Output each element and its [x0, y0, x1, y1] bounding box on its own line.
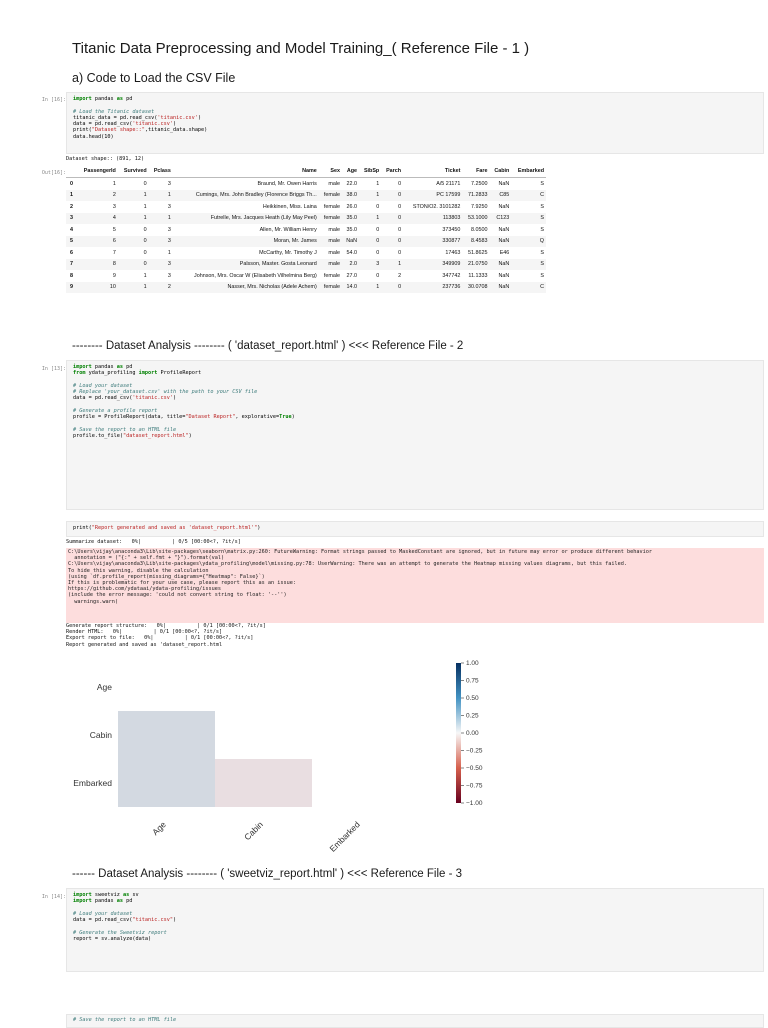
heatmap-svg — [60, 655, 483, 865]
table-cell: 1 — [143, 203, 147, 210]
code-token: import — [73, 892, 92, 898]
table-cell: 7.2500 — [470, 180, 488, 187]
table-cell: Johnson, Mrs. Oscar W (Elisabeth Vilhelmina Berg) — [194, 272, 317, 279]
table-cell: 71.2833 — [462, 190, 489, 202]
table-cell: 8 — [76, 259, 118, 271]
code-token: print( — [73, 127, 92, 134]
code-token: 'titanic.csv' — [157, 114, 198, 121]
table-cell: 0 — [381, 190, 403, 202]
code-cell-14[interactable] — [66, 888, 764, 972]
table-row — [66, 247, 546, 259]
code-token: print( — [73, 525, 92, 531]
column-header: Ticket — [403, 165, 462, 178]
table-cell: 2 — [149, 282, 173, 294]
table-cell: Allen, Mr. William Henry — [259, 226, 317, 233]
table-cell: 35.0 — [346, 226, 358, 233]
code-token: ) — [172, 917, 177, 924]
colorbar-tick-label: −1.00 — [466, 800, 483, 808]
table-cell: 0 — [143, 249, 147, 256]
row-label: Age — [96, 682, 112, 692]
column-header: Sex — [319, 165, 342, 178]
code-cell-13[interactable] — [66, 360, 764, 510]
section-heading-load-csv: a) Code to Load the CSV File — [72, 71, 236, 85]
table-cell: NaN — [498, 226, 510, 233]
table-cell: 1 — [143, 272, 147, 279]
table-cell: NaN — [489, 282, 511, 294]
column-header: Age — [342, 165, 359, 178]
code-token: sv — [129, 892, 139, 898]
table-cell: female — [319, 213, 342, 225]
table-cell: 347742 — [442, 272, 461, 279]
section-heading-sweetviz: ------ Dataset Analysis -------- ( 'sweetviz_report.html' ) <<< Reference File - 3 — [72, 868, 463, 880]
code-token: as — [122, 892, 130, 898]
code-token: # Generate the Sweetviz report — [73, 929, 167, 936]
table-cell: NaN — [498, 272, 510, 279]
table-cell: Braund, Mr. Owen Harris — [257, 180, 317, 187]
code-token: data = pd.read_csv( — [73, 395, 133, 402]
column-label: Cabin — [242, 819, 265, 843]
table-cell: Q — [511, 236, 546, 248]
table-cell: S — [540, 203, 544, 210]
table-cell: 22.0 — [346, 180, 358, 187]
code-token: pd — [123, 364, 133, 370]
table-cell: 330877 — [403, 236, 462, 248]
table-cell: 1 — [66, 190, 76, 202]
table-cell: female — [323, 203, 341, 210]
code-token: "Dataset Report" — [185, 414, 236, 421]
table-cell: 0 — [398, 180, 402, 187]
table-cell: 1 — [112, 180, 116, 187]
column-header: Name — [173, 165, 319, 178]
code-token: pandas — [91, 364, 117, 370]
table-cell: female — [319, 282, 342, 294]
table-cell: 11.1333 — [468, 272, 488, 279]
table-cell: male — [328, 180, 341, 187]
colorbar-tick-label: 0.00 — [466, 730, 479, 738]
code-token: ) — [197, 114, 202, 121]
table-cell: 1 — [118, 190, 149, 202]
code-token: # Load your dataset — [73, 382, 133, 389]
table-cell: C — [511, 190, 546, 202]
table-cell: 3 — [167, 203, 171, 210]
code-token: from — [73, 370, 86, 377]
table-cell: NaN — [498, 180, 510, 187]
table-cell: McCarthy, Mr. Timothy J — [259, 249, 317, 256]
table-cell: STON/O2. 3101282 — [412, 203, 461, 210]
table-cell: 30.0708 — [462, 282, 489, 294]
missing-heatmap-chart — [60, 655, 483, 865]
code-token: ,titanic_data.shape) — [144, 127, 208, 134]
table-cell: C85 — [489, 190, 511, 202]
code-token: # Replace 'your_dataset.csv' with the path to your CSV file — [73, 389, 258, 396]
table-cell: 1 — [149, 190, 173, 202]
table-cell: NaN — [489, 259, 511, 271]
table-cell: NaN — [489, 236, 511, 248]
table-cell: S — [511, 259, 546, 271]
column-header: SibSp — [359, 165, 381, 178]
code-token: ydata_profiling — [85, 370, 139, 377]
table-cell: S — [540, 226, 544, 233]
table-cell: 51.8625 — [467, 249, 488, 256]
table-cell: A/5 21171 — [436, 180, 461, 187]
table-cell: 5 — [66, 236, 76, 248]
table-cell: C123 — [489, 213, 511, 225]
table-cell: 349909 — [403, 259, 462, 271]
code-token: "dataset_report.html" — [122, 433, 189, 440]
table-cell: 8.0500 — [470, 226, 488, 233]
shape-output: Dataset shape:: (891, 12) — [66, 156, 145, 162]
table-cell: male — [319, 236, 342, 248]
table-cell: 3 — [149, 259, 173, 271]
table-cell: 5 — [112, 226, 116, 233]
code-block — [67, 93, 763, 143]
table-cell: 0 — [398, 203, 402, 210]
code-token: report = sv.analyze(data) — [73, 936, 152, 943]
table-cell: S — [511, 213, 546, 225]
code-line — [73, 134, 757, 140]
code-block — [67, 1015, 763, 1026]
table-cell: Nasser, Mrs. Nicholas (Adele Achem) — [173, 282, 319, 294]
code-token: as — [116, 364, 123, 370]
table-cell: 3 — [167, 272, 171, 279]
table-cell: 3 — [359, 259, 381, 271]
table-row — [66, 190, 546, 202]
table-cell: 0 — [376, 249, 380, 256]
cell-prompt-13: In [13]: — [41, 366, 66, 372]
row-label: Cabin — [89, 730, 112, 740]
table-cell: Heikkinen, Miss. Laina — [262, 203, 317, 210]
table-cell: 3 — [167, 226, 171, 233]
table-cell: 1 — [118, 213, 149, 225]
table-header-row — [66, 165, 546, 178]
code-token: data = pd.read_csv( — [73, 121, 133, 128]
table-cell: 0 — [359, 236, 381, 248]
table-cell: 8 — [70, 272, 73, 279]
table-cell: 2 — [70, 203, 73, 210]
code-token: ) — [188, 433, 192, 440]
code-token: # Generate a profile report — [73, 408, 158, 415]
table-cell: NaN — [342, 236, 359, 248]
code-token: profile = ProfileReport(data, title= — [73, 414, 186, 421]
column-header: Cabin — [489, 165, 511, 178]
table-row — [66, 178, 546, 190]
dataframe-output — [66, 165, 546, 293]
colorbar-tick-label: 0.50 — [466, 695, 479, 703]
out-prompt-16: Out[16]: — [41, 170, 66, 176]
code-token: True — [279, 414, 292, 421]
table-cell: Futrelle, Mrs. Jacques Heath (Lily May Peel) — [173, 213, 319, 225]
table-cell: 0 — [143, 180, 147, 187]
table-cell: 1 — [359, 190, 381, 202]
table-row — [66, 213, 546, 225]
colorbar — [456, 663, 461, 803]
table-cell: 1 — [149, 213, 173, 225]
colorbar-tick-label: −0.50 — [466, 765, 483, 773]
table-cell: 9 — [66, 282, 76, 294]
table-cell: Cumings, Mrs. John Bradley (Florence Briggs Th... — [173, 190, 319, 202]
table-cell: 8.4583 — [462, 236, 489, 248]
table-cell: 4 — [76, 213, 118, 225]
table-cell: E46 — [499, 249, 510, 256]
heatmap-cell — [215, 759, 312, 807]
table-cell: 0 — [70, 180, 73, 187]
column-header: Parch — [381, 165, 403, 178]
table-cell: 7.9250 — [470, 203, 488, 210]
table-cell: male — [328, 249, 341, 256]
table-cell: 4 — [70, 226, 73, 233]
code-token: ) — [257, 525, 261, 531]
code-token: pd — [123, 96, 133, 102]
page-title: Titanic Data Preprocessing and Model Training_( Reference File - 1 ) — [72, 40, 530, 57]
cell-prompt-16: In [16]: — [41, 97, 66, 103]
table-row — [66, 270, 546, 282]
table-cell: Palsson, Master. Gosta Leonard — [173, 259, 319, 271]
table-row — [66, 282, 546, 294]
table-row — [66, 236, 546, 248]
code-line — [73, 936, 757, 942]
code-line — [73, 1017, 757, 1023]
code-token: pd — [123, 898, 133, 905]
code-token: import — [138, 370, 158, 377]
cell-prompt-14: In [14]: — [41, 894, 66, 900]
section-heading-dataset-report: -------- Dataset Analysis -------- ( 'dataset_report.html' ) <<< Reference File - 2 — [72, 340, 464, 352]
table-cell: 0 — [398, 249, 402, 256]
code-token: pandas — [91, 898, 117, 905]
code-token: "titanic.csv" — [132, 917, 173, 924]
code-block — [67, 361, 763, 443]
code-token: ) — [291, 414, 295, 421]
code-token: pandas — [91, 96, 117, 102]
column-label: Embarked — [327, 819, 362, 854]
heatmap-cell — [118, 711, 215, 759]
table-cell: 0 — [376, 203, 380, 210]
code-token: ProfileReport — [157, 370, 202, 377]
code-token: import — [73, 898, 92, 905]
table-cell: 373450 — [442, 226, 461, 233]
table-cell: 3 — [66, 213, 76, 225]
code-block — [67, 522, 763, 534]
table-cell: S — [540, 249, 544, 256]
table-cell: 17463 — [445, 249, 461, 256]
table-cell: 1 — [167, 249, 171, 256]
column-header: PassengerId — [76, 165, 118, 178]
table-cell: 1 — [118, 282, 149, 294]
code-token: # Save the report to an HTML file — [73, 426, 177, 433]
table-cell: 6 — [70, 249, 73, 256]
column-label: Age — [150, 819, 168, 838]
table-cell: 3 — [112, 203, 116, 210]
column-header: Embarked — [511, 165, 546, 178]
table-cell: 35.0 — [342, 213, 359, 225]
table-cell: 27.0 — [346, 272, 358, 279]
row-label: Embarked — [73, 778, 112, 788]
colorbar-tick-label: −0.75 — [466, 782, 483, 790]
code-cell-14-save[interactable] — [66, 1014, 764, 1028]
column-header — [66, 165, 76, 178]
code-token: "Dataset shape::" — [91, 127, 145, 134]
table-cell: S — [540, 180, 544, 187]
table-cell: 7 — [112, 249, 116, 256]
table-cell: 9 — [112, 272, 116, 279]
table-cell: 38.0 — [342, 190, 359, 202]
table-cell: female — [319, 190, 342, 202]
code-token: 'titanic.csv' — [132, 395, 173, 402]
table-cell: male — [319, 259, 342, 271]
table-cell: 0 — [398, 226, 402, 233]
report-progress: Generate report structure: 0%| | 0/1 [00:00<?, ?it/s] Render HTML: 0%| | 0/1 [00:00<?, ?it/s] Export report to file: 0%| | 0/1 [00:00<?, ?it/s] Report generated and saved as 'dataset_report.html — [66, 623, 266, 648]
table-cell: PC 17599 — [403, 190, 462, 202]
code-line — [73, 433, 757, 439]
table-row — [66, 224, 546, 236]
table-row — [66, 201, 546, 213]
table-cell: female — [323, 272, 341, 279]
table-cell: 0 — [381, 282, 403, 294]
code-block — [67, 889, 763, 945]
table-cell: 0 — [118, 236, 149, 248]
code-line — [73, 525, 757, 531]
code-token: # Load the Titanic dataset — [73, 108, 155, 115]
table-cell: 21.0750 — [462, 259, 489, 271]
table-cell: 7 — [66, 259, 76, 271]
column-header: Pclass — [149, 165, 173, 178]
table-cell: 0 — [143, 226, 147, 233]
heatmap-cell — [118, 759, 215, 807]
colorbar-tick-label: −0.25 — [466, 747, 483, 755]
table-cell: 1 — [359, 213, 381, 225]
code-token: as — [116, 898, 123, 905]
column-header: Fare — [462, 165, 489, 178]
code-token: ) — [172, 395, 177, 402]
table-cell: 237736 — [403, 282, 462, 294]
code-token: titanic_data = pd.read_csv( — [73, 114, 158, 121]
table-cell: S — [540, 272, 544, 279]
code-token: import — [73, 364, 92, 370]
table-cell: 0 — [376, 226, 380, 233]
code-token: import — [73, 96, 92, 102]
table-cell: male — [328, 226, 341, 233]
table-cell: 54.0 — [346, 249, 358, 256]
column-header: Survived — [118, 165, 149, 178]
table-cell: 6 — [76, 236, 118, 248]
code-token: ) — [172, 121, 177, 128]
colorbar-tick-label: 1.00 — [466, 660, 479, 668]
code-cell-13-print[interactable] — [66, 521, 764, 537]
code-token: data.head(10) — [73, 133, 114, 140]
summarize-progress: Summarize dataset: 0%| | 0/5 [00:00<?, ?it/s] — [66, 539, 241, 545]
table-cell: 2 — [76, 190, 118, 202]
table-cell: 0 — [381, 236, 403, 248]
table-row — [66, 259, 546, 271]
table-cell: 0 — [381, 213, 403, 225]
table-cell: Moran, Mr. James — [173, 236, 319, 248]
table-cell: 2.0 — [342, 259, 359, 271]
table-cell: 0 — [118, 259, 149, 271]
code-token: profile.to_file( — [73, 433, 123, 440]
table-cell: 2 — [398, 272, 402, 279]
table-cell: 53.1000 — [462, 213, 489, 225]
table-cell: 26.0 — [346, 203, 358, 210]
table-cell: 10 — [76, 282, 118, 294]
code-token: data = pd.read_csv( — [73, 917, 133, 924]
table-cell: NaN — [498, 203, 510, 210]
code-token: sweetviz — [91, 892, 123, 898]
code-cell-16[interactable] — [66, 92, 764, 154]
table-cell: 1 — [381, 259, 403, 271]
table-cell: 1 — [359, 282, 381, 294]
code-token: , explorative= — [235, 414, 280, 421]
code-token: # Save the report to an HTML file — [73, 1017, 177, 1023]
table-cell: 0 — [376, 272, 380, 279]
colorbar-tick-label: 0.75 — [466, 677, 479, 685]
data-table — [66, 165, 546, 293]
table-cell: C — [511, 282, 546, 294]
colorbar-tick-label: 0.25 — [466, 712, 479, 720]
table-cell: 113803 — [403, 213, 462, 225]
table-cell: 14.0 — [342, 282, 359, 294]
table-cell: 1 — [376, 180, 380, 187]
table-cell: 3 — [167, 180, 171, 187]
table-cell: 3 — [149, 236, 173, 248]
warning-output: C:\Users\vijay\anaconda3\Lib\site-packages\seaborn\matrix.py:260: FutureWarning: Format strings passed to MaskedConstant are ignored, but in future may error or produce different behavior annotation = ("{:" + self.fmt + "}").format(val) C:\Users\vijay\anaconda3\Lib\site-packages\ydata_profiling\model\missing.py:78: UserWarning: There was an attempt to generate the Heatmap missing values diagrams, but this failed. To hide this warning, disable the calculation (using `df.profile_report(missing_diagrams={"Heatmap": False}`) If this is problematic for your use case, please report this as an issue: https://github.com/ydataai/ydata-profiling/issues (include the error message: 'could not convert string to float: '--'') warnings.warn( — [66, 548, 764, 623]
code-token: 'titanic.csv' — [132, 121, 173, 128]
code-token: "Report generated and saved as 'dataset_report.html'" — [91, 525, 258, 531]
code-token: # Load your dataset — [73, 910, 133, 917]
code-token: as — [116, 96, 123, 102]
